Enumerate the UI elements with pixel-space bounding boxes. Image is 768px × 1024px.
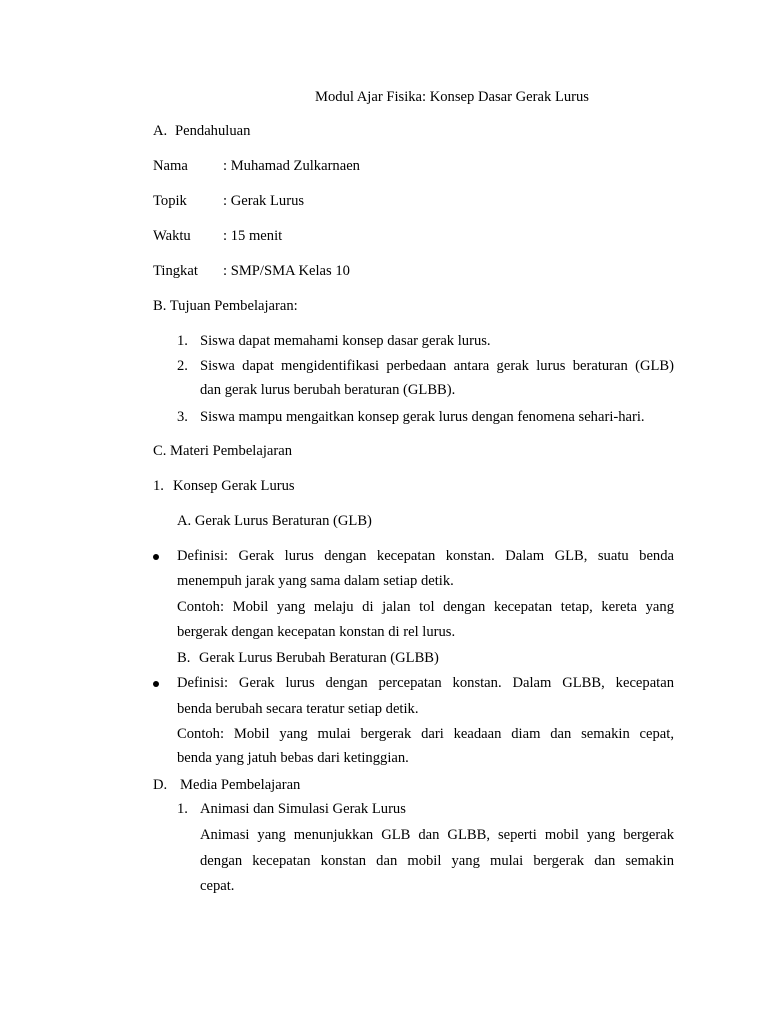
media-item-number: 1. (177, 801, 188, 817)
document-title: Modul Ajar Fisika: Konsep Dasar Gerak Lurus (315, 89, 589, 105)
glb-definition: Definisi: Gerak lurus dengan kecepatan konstan. Dalam GLB, suatu benda (177, 548, 674, 564)
field-label-tingkat: Tingkat (153, 263, 198, 279)
objective-number: 1. (177, 333, 188, 349)
section-b-heading: B. Tujuan Pembelajaran: (153, 298, 298, 314)
section-d-marker: D. (153, 777, 168, 793)
field-value-tingkat: : SMP/SMA Kelas 10 (223, 263, 350, 279)
field-value-nama: : Muhamad Zulkarnaen (223, 158, 360, 174)
section-c-heading: C. Materi Pembelajaran (153, 443, 292, 459)
section-d-heading: Media Pembelajaran (180, 777, 301, 793)
objective-text: Siswa mampu mengaitkan konsep gerak lurus dengan fenomena sehari-hari. (200, 409, 645, 425)
objective-text: Siswa dapat memahami konsep dasar gerak lurus. (200, 333, 491, 349)
glb-example: Contoh: Mobil yang melaju di jalan tol dengan kecepatan tetap, kereta yang (177, 599, 674, 615)
glbb-definition: Definisi: Gerak lurus dengan percepatan konstan. Dalam GLBB, kecepatan (177, 675, 674, 691)
bullet-icon (153, 681, 159, 687)
glbb-example: Contoh: Mobil yang mulai bergerak dari keadaan diam dan semakin cepat, (177, 726, 674, 742)
media-item-text: Animasi yang menunjukkan GLB dan GLBB, seperti mobil yang bergerak (200, 827, 674, 843)
field-label-nama: Nama (153, 158, 188, 174)
objective-text-continued: dan gerak lurus berubah beraturan (GLBB). (200, 382, 456, 398)
glbb-example-continued: benda yang jatuh bebas dari ketinggian. (177, 750, 409, 766)
glbb-heading: Gerak Lurus Berubah Beraturan (GLBB) (199, 650, 439, 666)
section-a-marker: A. (153, 123, 168, 139)
objective-number: 3. (177, 409, 188, 425)
subsection-marker: 1. (153, 478, 164, 494)
glbb-marker: B. (177, 650, 191, 666)
glb-example-continued: bergerak dengan kecepatan konstan di rel lurus. (177, 624, 456, 640)
subsection-heading: Konsep Gerak Lurus (173, 478, 295, 494)
field-value-waktu: : 15 menit (223, 228, 283, 244)
field-label-waktu: Waktu (153, 228, 191, 244)
bullet-icon (153, 554, 159, 560)
glbb-definition-continued: benda berubah secara teratur setiap detik. (177, 701, 419, 717)
objective-number: 2. (177, 358, 188, 374)
media-item-text: cepat. (200, 878, 235, 894)
field-label-topik: Topik (153, 193, 187, 209)
section-a-heading: Pendahuluan (175, 123, 251, 139)
field-value-topik: : Gerak Lurus (223, 193, 305, 209)
media-item-title: Animasi dan Simulasi Gerak Lurus (200, 801, 406, 817)
media-item-text: dengan kecepatan konstan dan mobil yang mulai bergerak dan semakin (200, 853, 674, 869)
glb-heading: A. Gerak Lurus Beraturan (GLB) (177, 513, 372, 529)
objective-text: Siswa dapat mengidentifikasi perbedaan antara gerak lurus beraturan (GLB) (200, 358, 674, 374)
glb-definition-continued: menempuh jarak yang sama dalam setiap detik. (177, 573, 454, 589)
